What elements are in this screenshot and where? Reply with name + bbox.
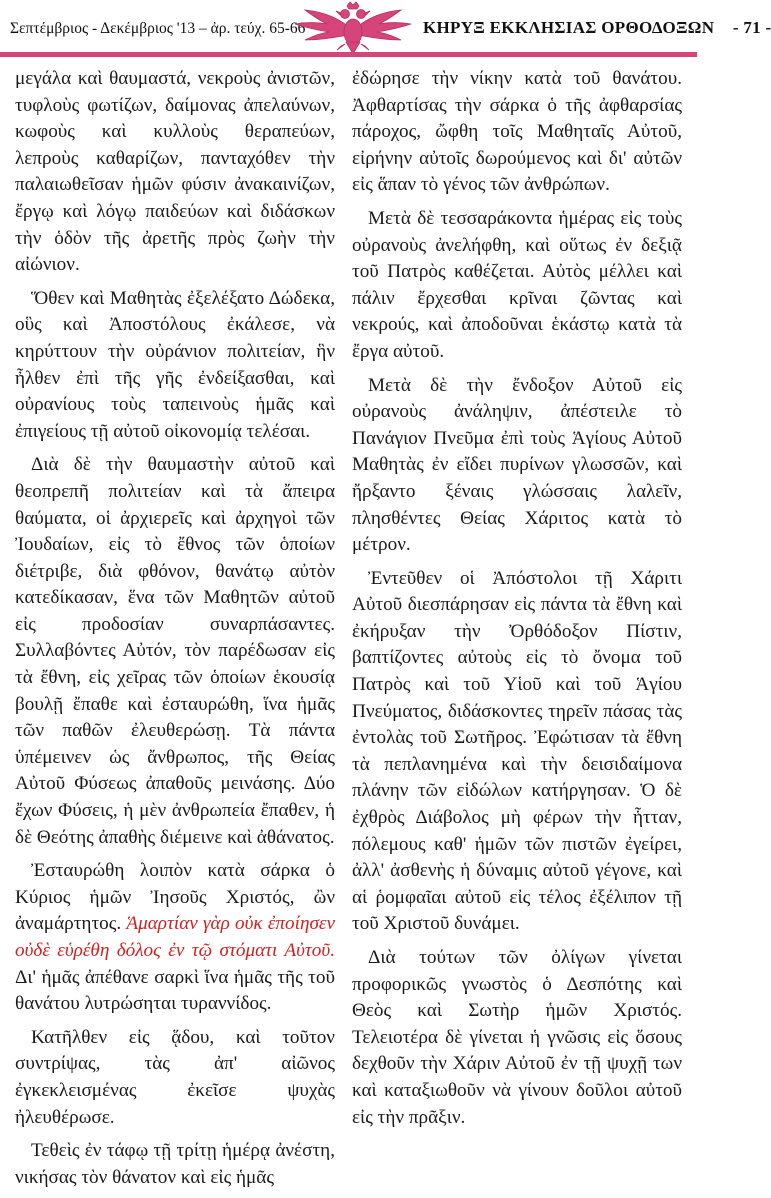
right-column: [352, 66, 682, 1138]
header-divider: [0, 52, 697, 57]
page-header: [0, 0, 771, 60]
paragraph: Μετὰ δὲ τεσσαράκοντα ἡμέρας εἰς τοὺς οὐρανοὺς ἀνελήφθη, καὶ οὕτως ἐν δεξιᾷ τοῦ Πατρὸς καθέζεται. Αὐτὸς μέλλει καὶ πάλιν ἔρχεσθαι κρῖναι ζῶντας καὶ νεκρούς, καὶ ἀποδοῦναι ἑκάστῳ κατὰ τὰ ἔργα αὐτοῦ.: [352, 207, 682, 362]
paragraph: Μετὰ δὲ τὴν ἔνδοξον Αὐτοῦ εἰς οὐρανοὺς ἀνάληψιν, ἀπέστειλε τὸ Πανάγιον Πνεῦμα ἐπὶ τοὺς Ἁγίους Αὐτοῦ Μαθητὰς ἐν εἴδει πυρίνων γλωσσῶν, καὶ ἤρξαντο ξέναις γλώσσαις λαλεῖν, πλησθέντες Θείας Χάριτος κατὰ τὸ μέτρον.: [352, 374, 682, 556]
paragraph: ἐδώρησε τὴν νίκην κατὰ τοῦ θανάτου. Ἀφθαρτίσας τὴν σάρκα ὁ τῆς ἀφθαρσίας πάροχος, ὤφθη τοῖς Μαθηταῖς Αὐτοῦ, εἰρήνην αὐτοῖς δωρούμενος καὶ δι' αὐτῶν εἰς ἅπαν τὸ γένος τῶν ἀνθρώπων.: [352, 68, 682, 196]
paragraph: Κατῆλθεν εἰς ᾅδου, καὶ τοῦτον συντρίψας, τὰς ἀπ' αἰῶνος ἐγκεκλεισμένας ἐκεῖσε ψυχὰς ἠλευθέρωσε.: [15, 1026, 335, 1128]
paragraph-text: Δι' ἡμᾶς ἀπέθανε σαρκὶ ἵνα ἡμᾶς τῆς τοῦ θανάτου λυτρώσηται τυραννίδος.: [15, 966, 335, 1015]
scripture-quote: Ἁμαρτίαν γὰρ οὐκ ἐποίησεν οὐδὲ εὑρέθη δόλος ἐν τῷ στόματι Αὐτοῦ.: [15, 913, 336, 961]
left-column: [15, 66, 335, 1198]
paragraph: Διὰ τούτων τῶν ὀλίγων γίνεται προφορικῶς γνωστὸς ὁ Δεσπότης καὶ Θεὸς καὶ Σωτὴρ ἡμῶν Χριστός. Τελειοτέρα δὲ γίνεται ἡ γνῶσις εἰς ὅσους δεχθοῦν τὴν Χάριν Αὐτοῦ ἐν τῇ ψυχῇ των καὶ καταξιωθοῦν νὰ γίνουν δοῦλοι αὐτοῦ εἰς τὴν πρᾶξιν.: [352, 947, 682, 1128]
paragraph: Τεθεὶς ἐν τάφῳ τῇ τρίτῃ ἡμέρᾳ ἀνέστη, νικήσας τὸν θάνατον καὶ εἰς ἡμᾶς: [15, 1140, 335, 1188]
journal-name: ΚΗΡΥΞ ΕΚΚΛΗΣΙΑΣ ΟΡΘΟΔΟΞΩΝ: [423, 18, 715, 37]
paragraph: Διὰ δὲ τὴν θαυμαστὴν αὐτοῦ καὶ θεοπρεπῆ πολιτείαν καὶ τὰ ἄπειρα θαύματα, οἱ ἀρχιερεῖς καὶ ἀρχηγοὶ τῶν Ἰουδαίων, εἰς τὸ ἔθνος τῶν ὁποίων διέτριβε, διὰ φθόνον, θανάτῳ αὐτὸν κατεδίκασαν, ἕνα τῶν Μαθητῶν αὐτοῦ εἰς προδοσίαν συναρπάσαντες. Συλλαβόντες Αὐτόν, τὸν παρέδωσαν εἰς τὰ ἔθνη, εἰς χεῖρας τῶν ὁποίων ἑκουσίᾳ βουλῇ ἔπαθε καὶ ἐσταυρώθη, ἵνα ἡμᾶς τῶν παθῶν ἐλευθερώσῃ. Τὰ πάντα ὑπέμεινεν ὡς ἄνθρωπος, τῆς Θείας Αὐτοῦ Φύσεως ἀπαθοῦς μεινάσης. Δύο ἔχων Φύσεις, ἡ μὲν ἀνθρωπεία ἔπαθεν, ἡ δὲ Θεότης ἀπαθὴς διέμεινε καὶ ἀθάνατος.: [15, 454, 335, 848]
page-number: - 71 -: [732, 18, 771, 37]
double-headed-eagle-icon: [283, 0, 423, 56]
paragraph: Ὅθεν καὶ Μαθητὰς ἐξελέξατο Δώδεκα, οὓς καὶ Ἀποστόλους ἐκάλεσε, νὰ κηρύττουν τὴν οὐράνιον πολιτείαν, ἣν ἦλθεν ἐπὶ τῆς γῆς ἐνδείξασθαι, καὶ οὐρανίους τοὺς ταπεινοὺς ἡμᾶς καὶ ἐπιγείους τῇ αὐτοῦ οἰκονομίᾳ τελέσαι.: [15, 287, 335, 442]
paragraph-with-quote: [15, 858, 335, 1018]
paragraph-text: Ἐσταυρώθη λοιπὸν κατὰ σάρκα ὁ Κύριος ἡμῶν Ἰησοῦς Χριστός, ὢν ἀναμάρτητος.: [15, 860, 335, 935]
paragraph: Ἐντεῦθεν οἱ Ἀπόστολοι τῇ Χάριτι Αὐτοῦ διεσπάρησαν εἰς πάντα τὰ ἔθνη καὶ ἐκήρυξαν τὴν Ὀρθόδοξον Πίστιν, βαπτίζοντες αὐτοὺς εἰς τὸ ὄνομα τοῦ Πατρὸς καὶ τοῦ Υἱοῦ καὶ τοῦ Ἁγίου Πνεύματος, διδάσκοντες τηρεῖν πάσας τὰς ἐντολὰς τοῦ Σωτῆρος. Ἐφώτισαν τὰ ἔθνη τὰ πεπλανημένα καὶ τὴν δεισιδαίμονα πλάνην τῶν εἰδώλων κατήργησαν. Ὁ δὲ ἐχθρὸς Διάβολος μὴ φέρων τὴν ἧτταν, πόλεμους καθ' ἡμῶν τῶν πιστῶν ἐγείρει, ἀλλ' ἀσθενὴς ἡ δύναμις αὐτοῦ γέγονε, καὶ αἱ ῥομφαῖαι αὐτοῦ εἰς τέλος ἐξέλιπον τῇ τοῦ Χριστοῦ δυνάμει.: [352, 567, 682, 935]
paragraph: μεγάλα καὶ θαυμαστά, νεκροὺς ἀνιστῶν, τυφλοὺς φωτίζων, δαίμονας ἀπελαύνων, κωφοὺς καὶ κυλλοὺς θεραπεύων, λεπροὺς καθαρίζων, πανταχόθεν τὴν παλαιωθεῖσαν ἡμῶν φύσιν ἀνακαινίζων, ἔργῳ καὶ λόγῳ παιδεύων καὶ διδάσκων τὴν ὁδὸν τῆς ἀρετῆς πρὸς ζωὴν τὴν αἰώνιον.: [15, 68, 335, 276]
issue-info: Σεπτέμβριος - Δεκέμβριος '13 – ἀρ. τεύχ. 65-66: [10, 20, 306, 37]
journal-title: [423, 18, 771, 38]
